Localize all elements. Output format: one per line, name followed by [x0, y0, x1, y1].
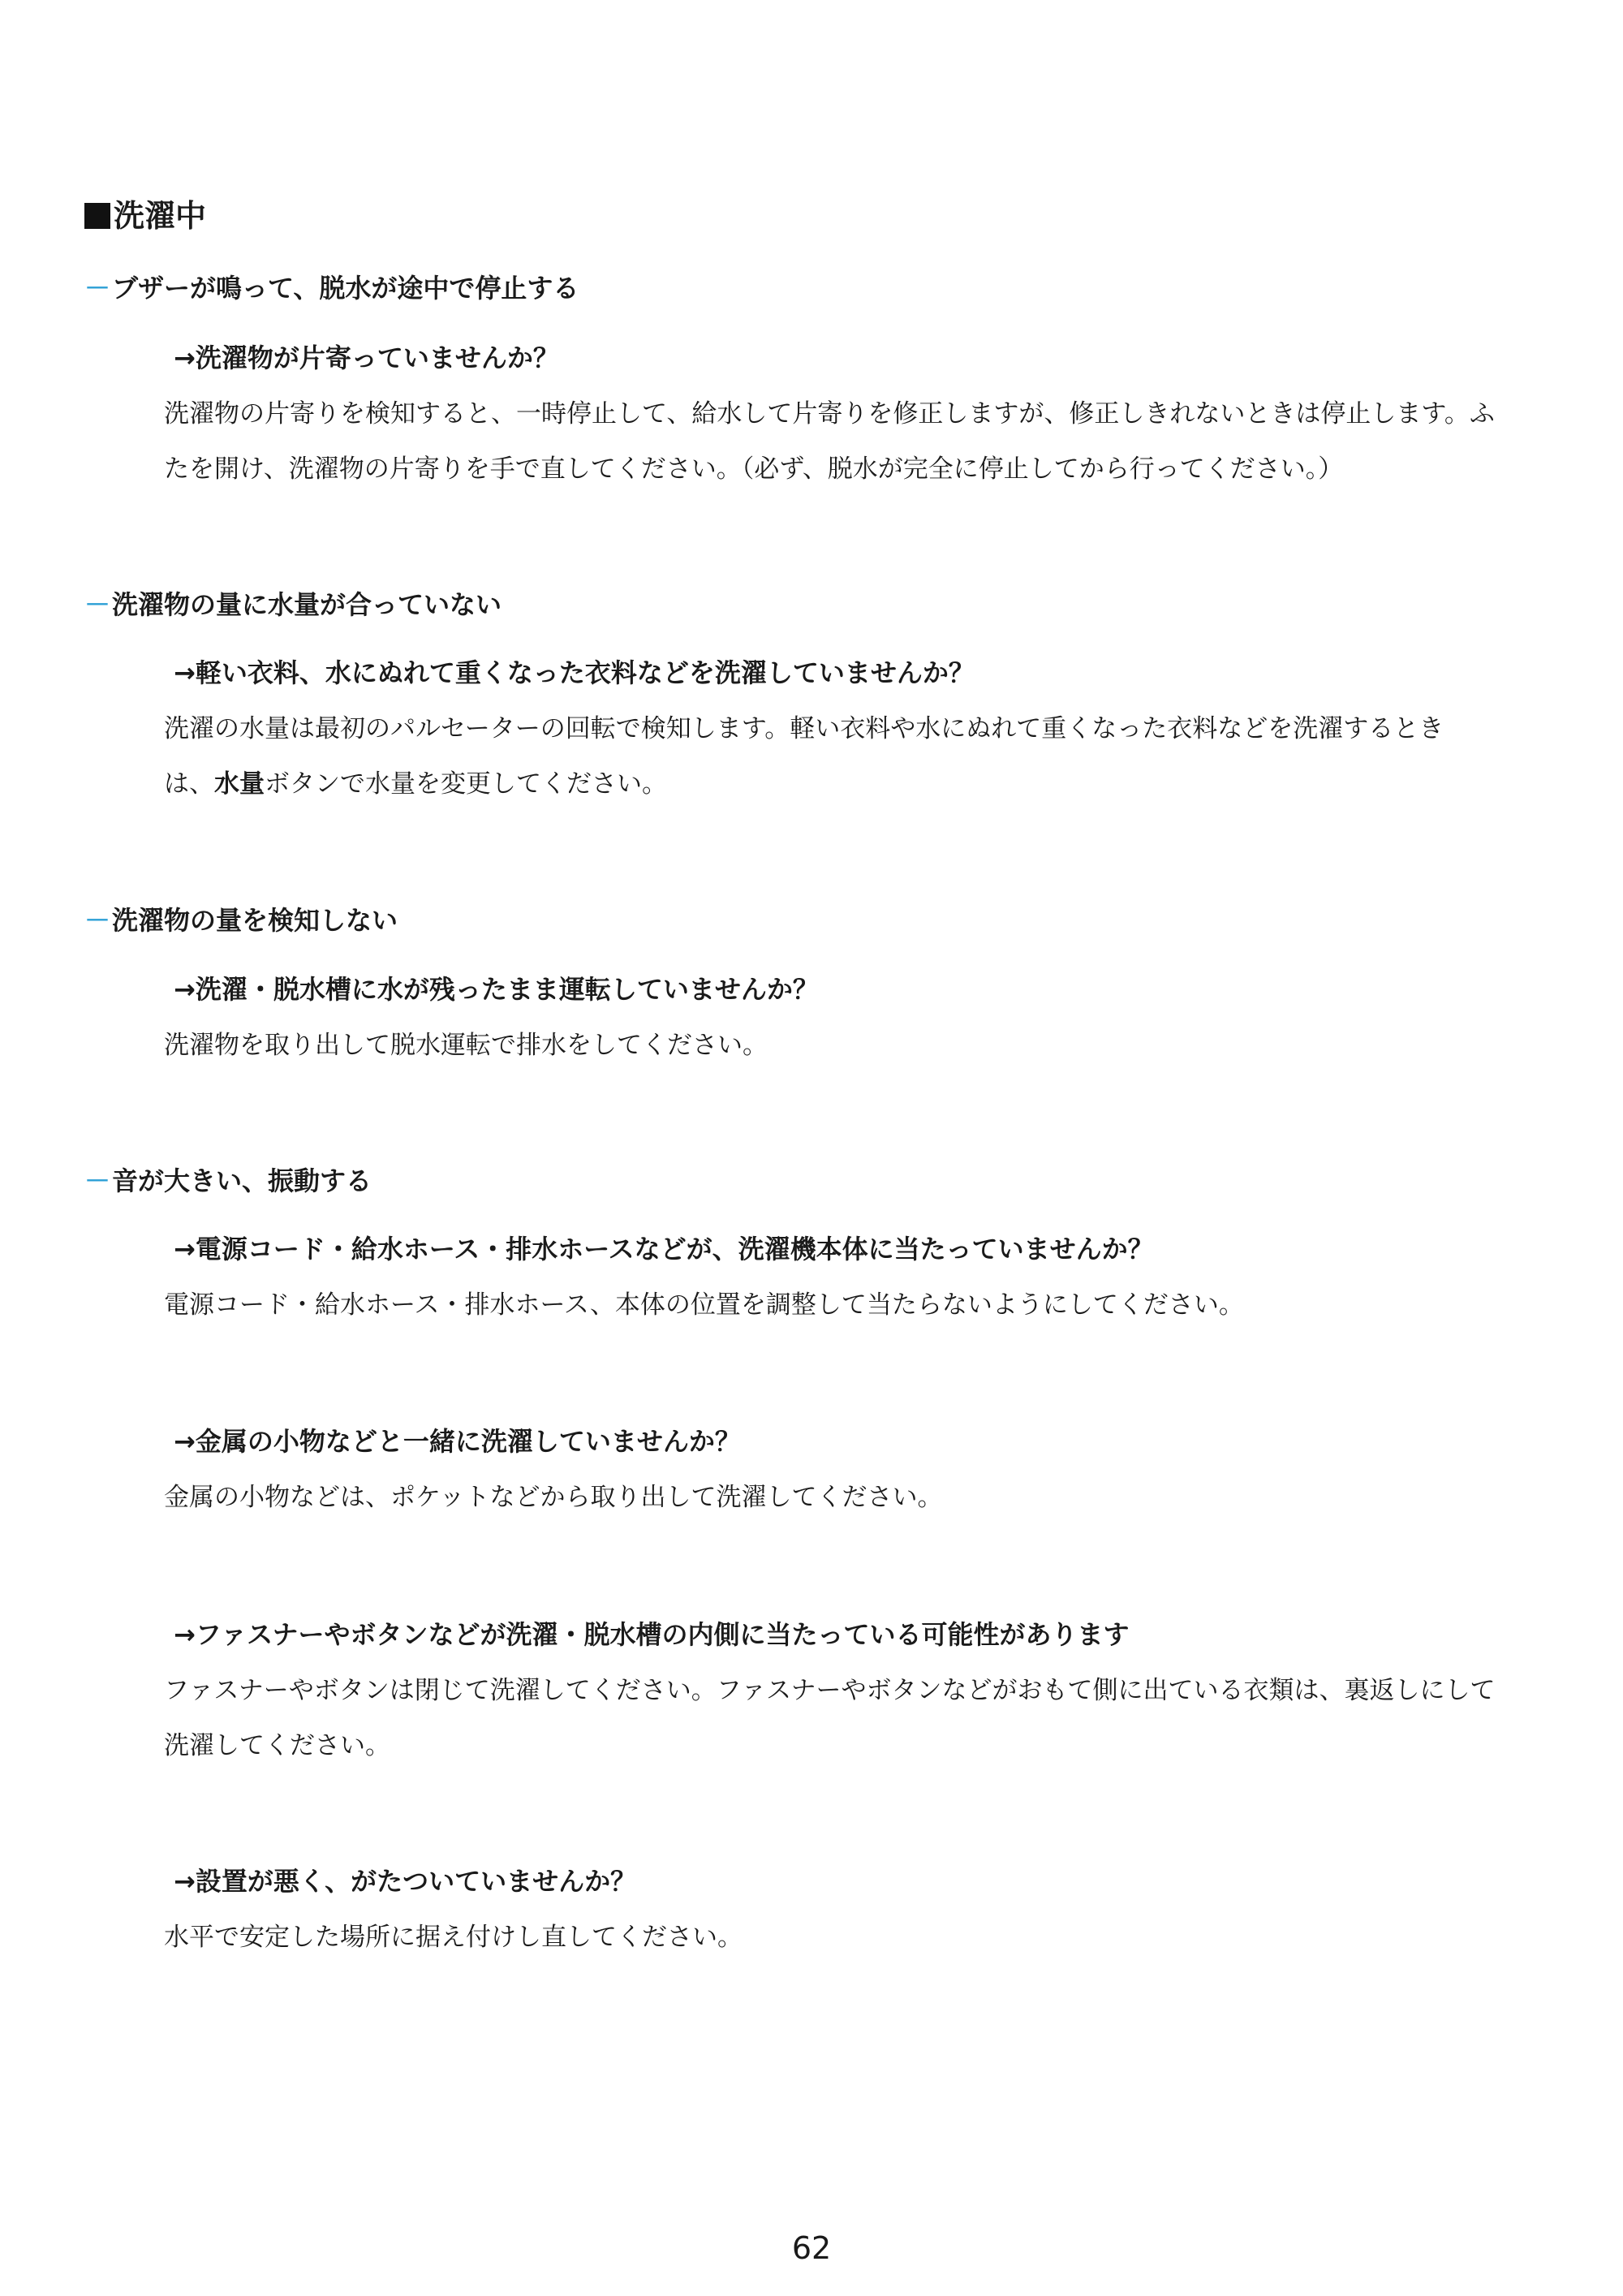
- remedy-fragment: は、: [164, 769, 214, 799]
- symptom-heading: [84, 585, 502, 624]
- remedy-text: [164, 1277, 1543, 1333]
- section-title-text: 洗濯中: [114, 198, 207, 234]
- cause-question: →設置が悪く、がたついていませんか？: [174, 1866, 637, 1897]
- remedy-line: [164, 756, 1543, 812]
- symptom-text: ブザーが鳴って、脱水が途中で停止する: [112, 273, 579, 304]
- remedy-line: 洗濯物を取り出して脱水運転で排水をしてください。: [164, 1031, 768, 1060]
- black-square-icon: [84, 203, 110, 229]
- remedy-text: [164, 1910, 1543, 1965]
- symptom-heading: [84, 901, 398, 940]
- dash-icon: －: [84, 1165, 111, 1196]
- dash-icon: －: [84, 273, 111, 304]
- water-level-button-name: 水量: [214, 769, 265, 799]
- symptom-heading: [84, 1161, 372, 1200]
- remedy-line: 金属の小物などは、ポケットなどから取り出して洗濯してください。: [164, 1483, 943, 1512]
- symptom-text: 洗濯物の量を検知しない: [112, 905, 398, 936]
- page-number: 62: [791, 2230, 832, 2266]
- remedy-text: [164, 1663, 1543, 1773]
- remedy-line: 洗濯してください。: [164, 1731, 390, 1760]
- symptom-heading: [84, 269, 579, 308]
- cause-question: →軽い衣料、水にぬれて重くなった衣料などを洗濯していませんか？: [174, 657, 975, 688]
- symptom-text: 音が大きい、振動する: [112, 1165, 372, 1196]
- dash-icon: －: [84, 905, 111, 936]
- cause-question: →洗濯物が片寄っていませんか？: [174, 342, 559, 373]
- remedy-text: [164, 386, 1543, 497]
- remedy-line: たを開け、洗濯物の片寄りを手で直してください。（必ず、脱水が完全に停止してから行ってください。）: [164, 454, 1344, 484]
- remedy-line: 洗濯物の片寄りを検知すると、一時停止して、給水して片寄りを修正しますが、修正しきれないときは停止します。ふ: [164, 399, 1495, 429]
- remedy-text: [164, 1470, 1543, 1525]
- remedy-line: 電源コード・給水ホース・排水ホース、本体の位置を調整して当たらないようにしてください。: [164, 1290, 1244, 1320]
- remedy-text: [164, 701, 1543, 812]
- section-title: [84, 194, 206, 238]
- remedy-line: 水平で安定した場所に据え付けし直してください。: [164, 1923, 743, 1952]
- remedy-line: 洗濯の水量は最初のパルセーターの回転で検知します。軽い衣料や水にぬれて重くなった衣料などを洗濯するとき: [164, 714, 1444, 743]
- cause-question: →金属の小物などと一緒に洗濯していませんか？: [174, 1426, 741, 1457]
- remedy-text: [164, 1018, 1543, 1073]
- cause-question: →ファスナーやボタンなどが洗濯・脱水槽の内側に当たっている可能性があります: [174, 1619, 1130, 1650]
- cause-question: →洗濯・脱水槽に水が残ったまま運転していませんか？: [174, 974, 819, 1005]
- dash-icon: －: [84, 589, 111, 620]
- remedy-fragment: ボタンで水量を変更してください。: [265, 769, 667, 799]
- remedy-line: ファスナーやボタンは閉じて洗濯してください。ファスナーやボタンなどがおもて側に出ている衣類は、裏返しにして: [164, 1676, 1496, 1705]
- symptom-text: 洗濯物の量に水量が合っていない: [112, 589, 502, 620]
- cause-question: →電源コード・給水ホース・排水ホースなどが、洗濯機本体に当たっていませんか？: [174, 1234, 1154, 1264]
